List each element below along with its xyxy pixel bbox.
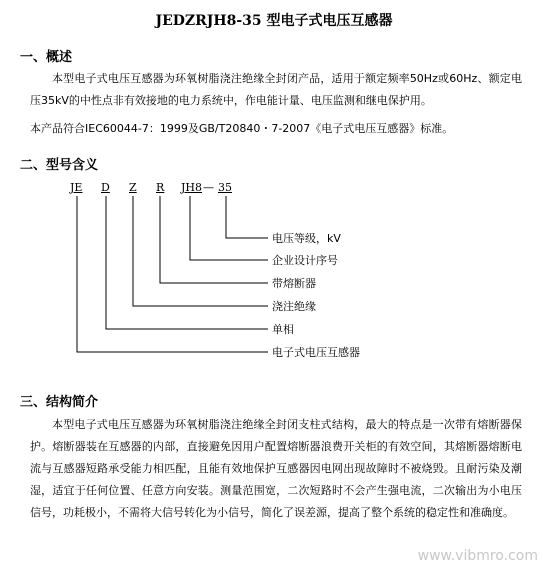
code-z: Z (129, 181, 137, 194)
code-r: R (156, 181, 165, 194)
structure-heading: 三、结构简介 (20, 395, 99, 410)
code-dash: — (203, 181, 214, 194)
line-insulation (133, 196, 268, 306)
code-je: JE (70, 181, 83, 194)
legend-voltage-level: 电压等级，kV (272, 232, 341, 245)
watermark-text: www.vibmro.com (417, 548, 538, 564)
line-voltage-level (226, 196, 268, 238)
code-jh8: JH8 (181, 181, 203, 194)
page-title: JEDZRJH8-35 型电子式电压互感器 (155, 13, 393, 29)
model-heading: 二、型号含义 (20, 158, 99, 173)
overview-heading: 一、概述 (20, 50, 73, 65)
structure-paragraph: 本型电子式电压互感器为环氧树脂浇注绝缘全封闭支柱式结构，最大的特点是一次带有熔断器保护。熔断器装在互感器的内部，直接避免因用户配置熔断器浪费开关柜的有效空间，其熔断器熔断电流与互感器短路承受能力相匹配，且能有效地保护互感器因电网出现故障时不被烧毁。且耐污染及潮湿，适宜于任何位置、任意方向安装。测量范围宽，二次短路时不会产生强电流，二次输出为小电压信号，功耗极小，不需将大信号转化为小信号，简化了误差源，提高了整个系统的稳定性和准确度。 (30, 418, 522, 519)
legend-insulation: 浇注绝缘 (272, 300, 316, 313)
legend-single-phase: 单相 (272, 323, 294, 336)
legend-electronic-vt: 电子式电压互感器 (272, 346, 360, 359)
legend-design-number: 企业设计序号 (272, 254, 338, 267)
legend-fuse: 带熔断器 (272, 277, 316, 290)
code-d: D (101, 181, 110, 194)
line-fuse (160, 196, 268, 283)
line-single-phase (106, 196, 268, 329)
line-design-number (190, 196, 268, 260)
standards-paragraph: 本产品符合IEC60044-7：1999及GB/T20840・7-2007《电子式电压互感器》标准。 (30, 122, 454, 135)
code-35: 35 (218, 181, 232, 194)
overview-paragraph: 本型电子式电压互感器为环氧树脂浇注绝缘全封闭产品，适用于额定频率50Hz或60Hz、额定电压35kV的中性点非有效接地的电力系统中，作电能计量、电压监测和继电保护用。 (30, 72, 522, 107)
